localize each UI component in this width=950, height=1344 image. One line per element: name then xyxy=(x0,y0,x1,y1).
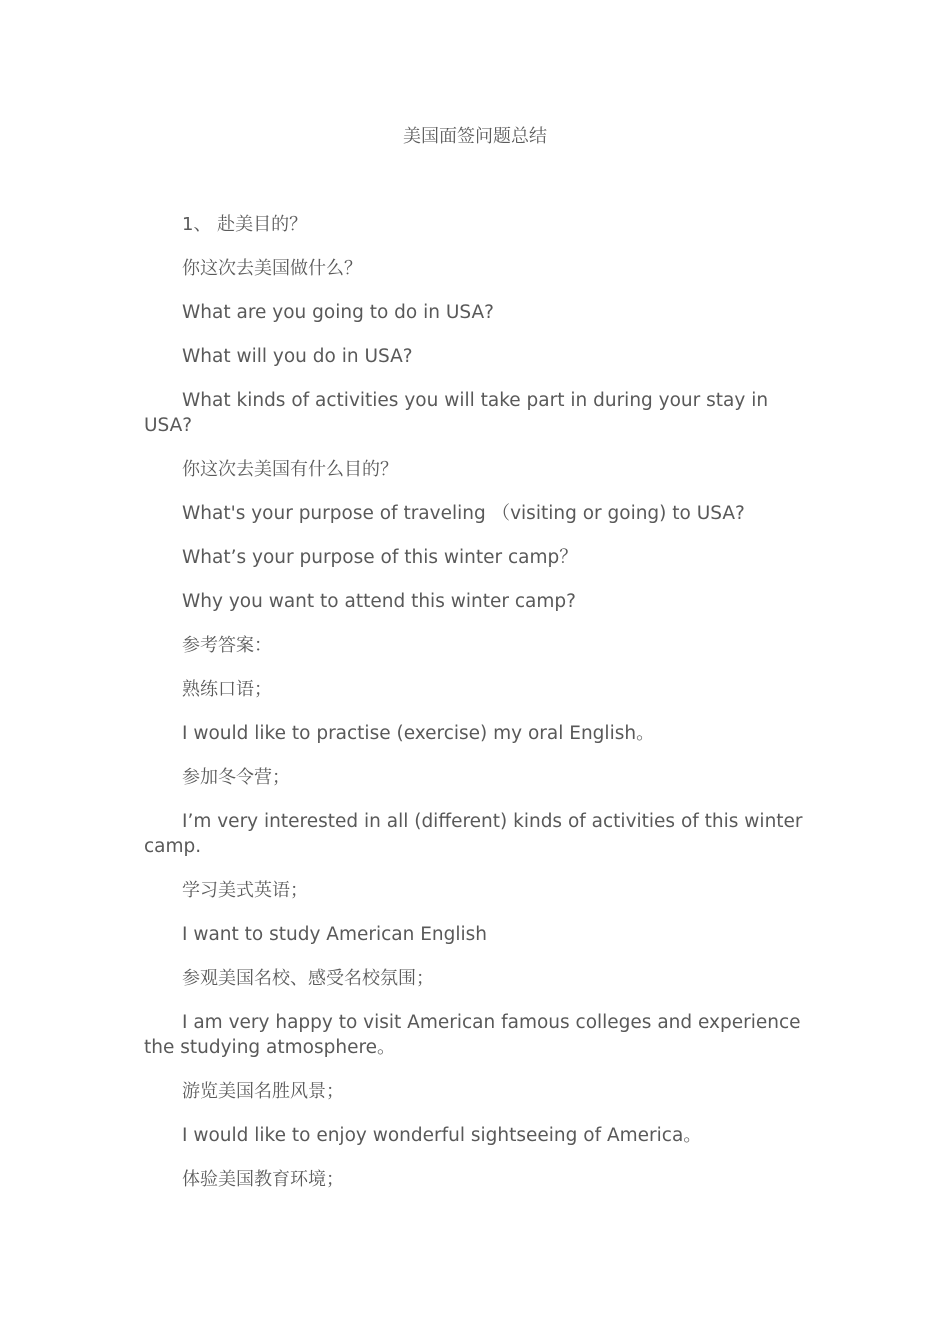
paragraph: I would like to practise (exercise) my oral English。 xyxy=(182,723,655,744)
document-title: 美国面签问题总结 xyxy=(403,126,547,147)
paragraph: 游览美国名胜风景； xyxy=(182,1081,344,1102)
paragraph: 1、 赴美目的？ xyxy=(182,214,308,235)
paragraph: 熟练口语； xyxy=(182,679,272,700)
paragraph: 参考答案： xyxy=(182,635,272,656)
paragraph: I’m very interested in all (different) kinds of activities of this winter camp. xyxy=(144,811,803,857)
paragraph: 体验美国教育环境； xyxy=(182,1169,344,1190)
paragraph: 参观美国名校、感受名校氛围； xyxy=(182,968,434,989)
paragraph: What kinds of activities you will take part in during your stay in USA? xyxy=(144,390,769,436)
paragraph: What are you going to do in USA? xyxy=(182,302,494,323)
paragraph: Why you want to attend this winter camp? xyxy=(182,591,576,612)
paragraph: 你这次去美国做什么？ xyxy=(182,258,362,279)
paragraph: What will you do in USA? xyxy=(182,346,413,367)
paragraph: 参加冬令营； xyxy=(182,767,290,788)
paragraph: 你这次去美国有什么目的？ xyxy=(182,459,398,480)
paragraph: 学习美式英语； xyxy=(182,880,308,901)
paragraph: What's your purpose of traveling （visiting or going) to USA? xyxy=(182,503,745,524)
paragraph: I would like to enjoy wonderful sightseeing of America。 xyxy=(182,1125,702,1146)
document-body xyxy=(144,212,804,1211)
paragraph: I want to study American English xyxy=(182,924,488,945)
paragraph: What’s your purpose of this winter camp？ xyxy=(182,547,578,568)
paragraph: I am very happy to visit American famous colleges and experience the studying atmosphere。 xyxy=(144,1012,801,1058)
